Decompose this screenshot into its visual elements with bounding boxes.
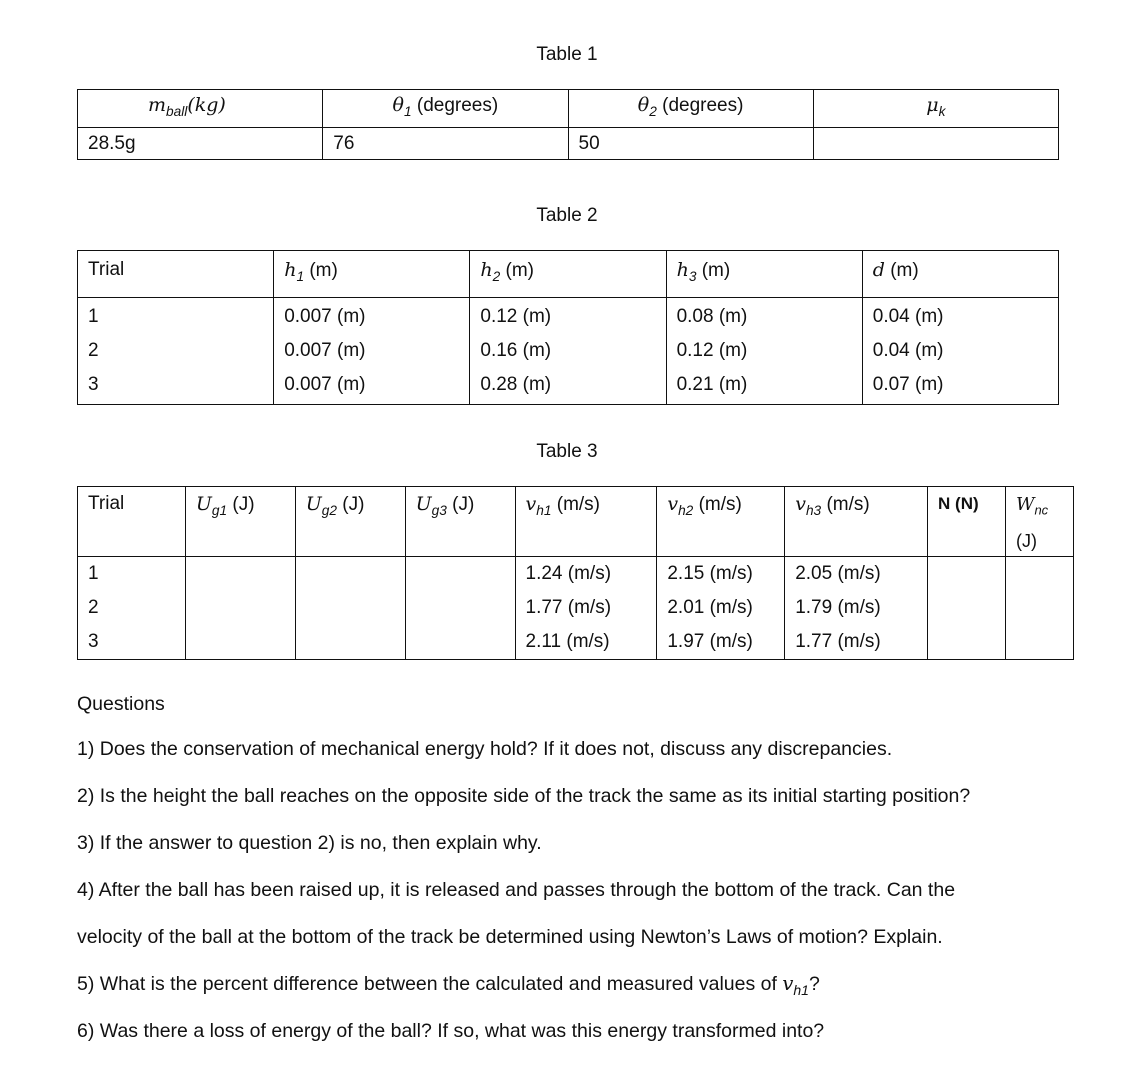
table3-vh3: 1.77 (m/s) [785, 625, 928, 660]
table-row [78, 334, 1059, 368]
table3-header-n: N (N) [928, 487, 1006, 557]
table2-trial: 1 [78, 298, 274, 335]
table3-vh1: 1.77 (m/s) [515, 591, 657, 625]
table1-caption: Table 1 [536, 44, 598, 65]
table2-trial: 2 [78, 334, 274, 368]
table3-vh3: 2.05 (m/s) [785, 556, 928, 591]
table3-header-wnc: $W_{nc}$ (J) [1005, 487, 1073, 557]
table3-ug2 [295, 556, 405, 591]
table2-header-h3: $h_3$ (m) [666, 251, 862, 298]
table3-header-trial: Trial [78, 487, 186, 557]
table1-header-row [78, 90, 1059, 128]
table3-header-ug1: $U_{g1}$ (J) [185, 487, 295, 557]
questions-section [77, 690, 1117, 1064]
table2-header-d: d (m) [862, 251, 1058, 298]
table3-ug3 [405, 625, 515, 660]
table3-ug1 [185, 625, 295, 660]
table2-caption: Table 2 [536, 205, 598, 226]
table2-h1: 0.007 (m) [274, 334, 470, 368]
question-4-line-1: 4) After the ball has been raised up, it is released and passes through the bottom of the track. Can the [77, 879, 956, 901]
questions-title: Questions [77, 693, 165, 715]
table-row [78, 298, 1059, 335]
question-2: 2) Is the height the ball reaches on the opposite side of the track the same as its initial starting position? [77, 785, 971, 807]
table-row [78, 591, 1074, 625]
table3-trial: 2 [78, 591, 186, 625]
table1 [77, 89, 1059, 160]
table3-ug1 [185, 591, 295, 625]
table2-h1: 0.007 (m) [274, 368, 470, 405]
table3-vh2: 1.97 (m/s) [657, 625, 785, 660]
table3-vh2: 2.01 (m/s) [657, 591, 785, 625]
table3-ug2 [295, 625, 405, 660]
table-row [78, 368, 1059, 405]
table3-vh2: 2.15 (m/s) [657, 556, 785, 591]
question-6: 6) Was there a loss of energy of the ball? If so, what was this energy transformed into? [77, 1020, 825, 1042]
table3-n [928, 556, 1006, 591]
table3-header-vh2: $v_{h2}$ (m/s) [657, 487, 785, 557]
table2 [77, 250, 1059, 405]
table2-h1: 0.007 (m) [274, 298, 470, 335]
table-row [78, 625, 1074, 660]
table3-trial: 3 [78, 625, 186, 660]
question-4-line-2: velocity of the ball at the bottom of the track be determined using Newton’s Laws of motion? Explain. [77, 926, 943, 948]
question-5: 5) What is the percent difference between the calculated and measured values of $v_{h1}$? [77, 972, 820, 998]
table3-ug1 [185, 556, 295, 591]
table3-trial: 1 [78, 556, 186, 591]
table3-vh3: 1.79 (m/s) [785, 591, 928, 625]
question-3: 3) If the answer to question 2) is no, then explain why. [77, 832, 542, 854]
table2-h2: 0.12 (m) [470, 298, 666, 335]
table1-cell-muk [813, 127, 1058, 159]
table1-header-theta1: $\theta_1$ (degrees) [323, 90, 568, 128]
table3-header-vh3: $v_{h3}$ (m/s) [785, 487, 928, 557]
table1-value-row [78, 127, 1059, 159]
table2-header-row [78, 251, 1059, 298]
table3-caption: Table 3 [536, 441, 598, 462]
table2-header-h2: $h_2$ (m) [470, 251, 666, 298]
table1-header-muk: $\mu_k$ [813, 90, 1058, 128]
table3-header-ug3: $U_{g3}$ (J) [405, 487, 515, 557]
table2-h2: 0.28 (m) [470, 368, 666, 405]
table1-cell-theta1: 76 [323, 127, 568, 159]
table1-cell-mball: 28.5g [78, 127, 323, 159]
table3-ug3 [405, 556, 515, 591]
table3-n [928, 625, 1006, 660]
table3-wnc [1005, 556, 1073, 591]
table1-header-theta2: $\theta_2$ (degrees) [568, 90, 813, 128]
table3-n [928, 591, 1006, 625]
table3-ug3 [405, 591, 515, 625]
table2-trial: 3 [78, 368, 274, 405]
table2-h3: 0.08 (m) [666, 298, 862, 335]
table2-h2: 0.16 (m) [470, 334, 666, 368]
table2-header-trial: Trial [78, 251, 274, 298]
table2-d: 0.04 (m) [862, 334, 1058, 368]
table3-header-ug2: $U_{g2}$ (J) [295, 487, 405, 557]
table3-header-row [78, 487, 1074, 557]
table-row [78, 556, 1074, 591]
table3-wnc [1005, 625, 1073, 660]
table2-d: 0.04 (m) [862, 298, 1058, 335]
table3 [77, 486, 1074, 660]
table1-cell-theta2: 50 [568, 127, 813, 159]
table3-wnc [1005, 591, 1073, 625]
table2-header-h1: $h_1$ (m) [274, 251, 470, 298]
table3-vh1: 2.11 (m/s) [515, 625, 657, 660]
table1-header-mball: $m_{ball}(kg)$ [78, 90, 323, 128]
question-1: 1) Does the conservation of mechanical energy hold? If it does not, discuss any discrepancies. [77, 738, 893, 760]
table2-d: 0.07 (m) [862, 368, 1058, 405]
table3-ug2 [295, 591, 405, 625]
table2-h3: 0.12 (m) [666, 334, 862, 368]
table3-header-vh1: $v_{h1}$ (m/s) [515, 487, 657, 557]
table2-h3: 0.21 (m) [666, 368, 862, 405]
table3-vh1: 1.24 (m/s) [515, 556, 657, 591]
